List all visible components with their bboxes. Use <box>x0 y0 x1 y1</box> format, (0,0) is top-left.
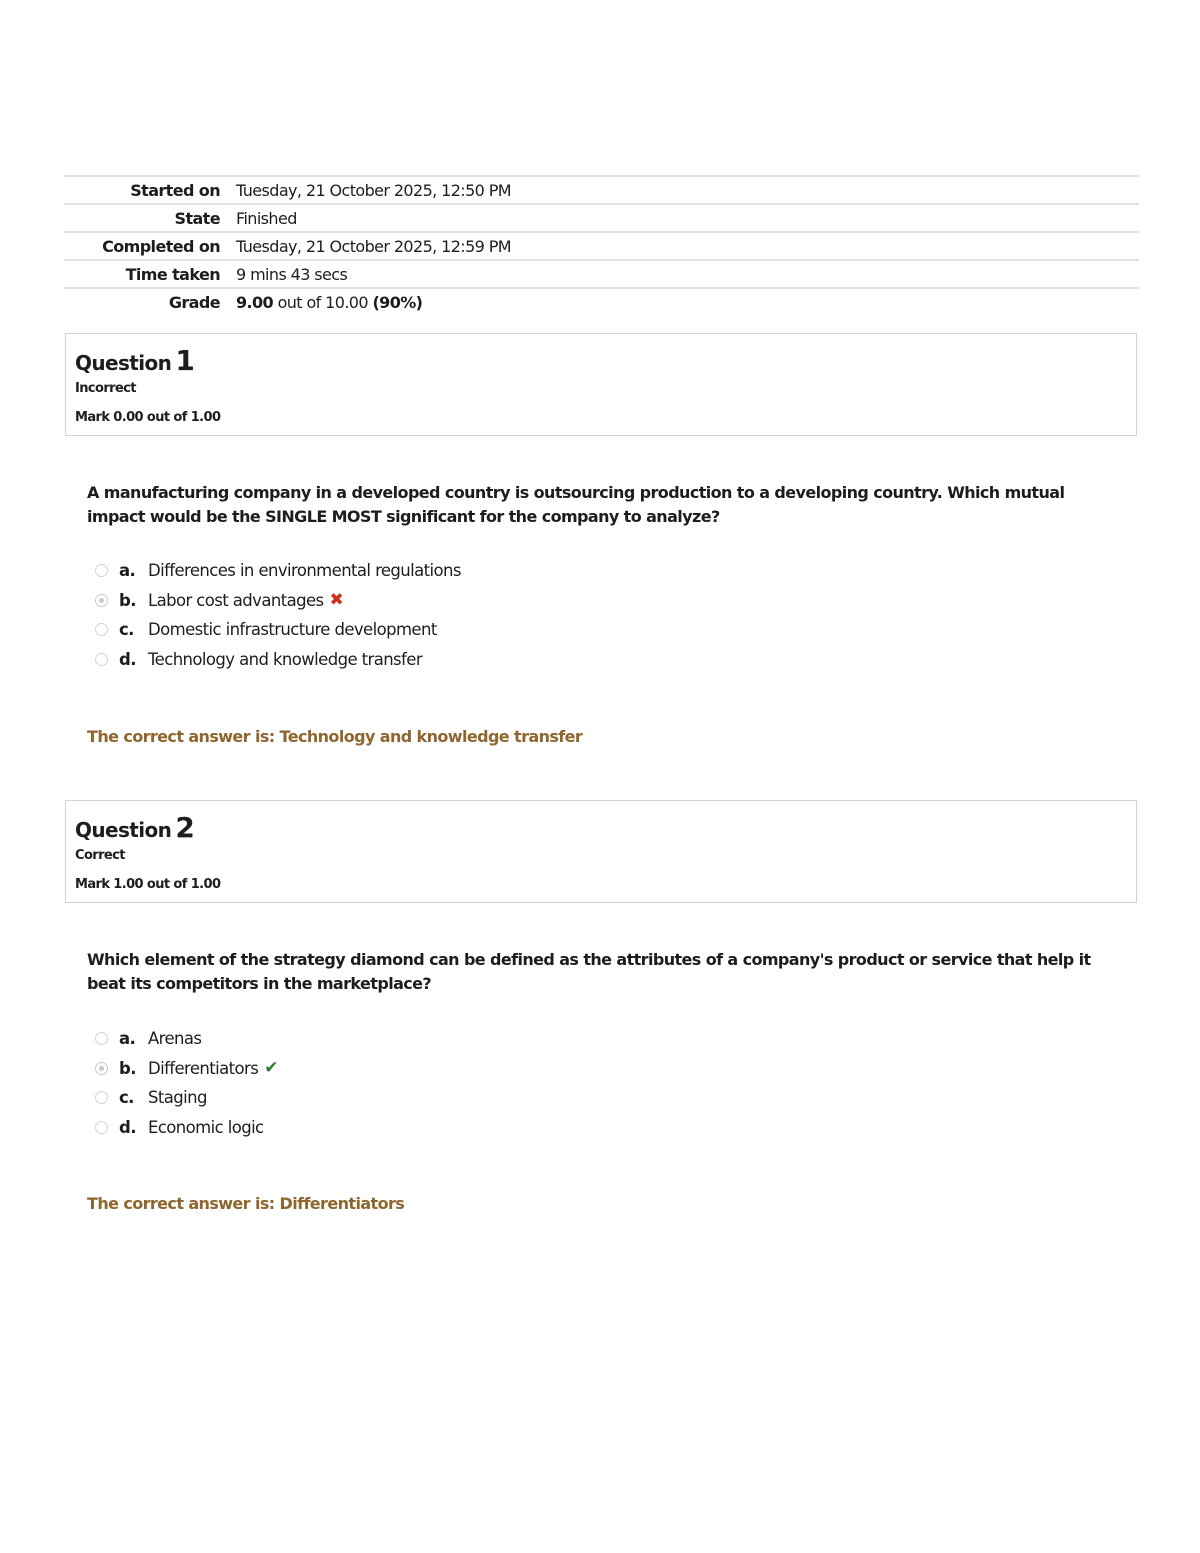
summary-label: Time taken <box>64 260 236 288</box>
radio-button[interactable] <box>95 1121 108 1134</box>
radio-button[interactable] <box>95 623 108 636</box>
summary-row-grade <box>64 288 1139 315</box>
answer-text: Labor cost advantages <box>148 590 324 610</box>
question-2-text: Which element of the strategy diamond can be defined as the attributes of a company's product or service that help it beat its competitors in the marketplace? <box>87 950 1091 993</box>
question-label: Question <box>75 818 172 842</box>
answer-text: Differentiators <box>148 1058 259 1078</box>
grade-percent: (90%) <box>372 292 423 312</box>
summary-label: Completed on <box>64 232 236 260</box>
answer-option[interactable] <box>95 586 461 616</box>
answer-letter: b. <box>119 1058 136 1078</box>
question-2-info-box <box>65 800 1137 903</box>
answer-letter: c. <box>119 1088 134 1108</box>
question-number: 1 <box>175 344 195 377</box>
summary-row-started <box>64 176 1139 204</box>
question-state: Incorrect <box>75 381 136 396</box>
radio-button[interactable] <box>95 653 108 666</box>
answer-text: Technology and knowledge transfer <box>148 649 423 669</box>
summary-value: 9 mins 43 secs <box>236 260 1139 288</box>
question-number: 2 <box>175 811 195 844</box>
question-heading <box>75 344 194 377</box>
answer-text: Domestic infrastructure development <box>148 620 437 640</box>
answer-text: Economic logic <box>148 1117 264 1137</box>
answer-option[interactable] <box>95 615 461 645</box>
summary-row-time-taken <box>64 260 1139 288</box>
question-1-right-answer: The correct answer is: Technology and knowledge transfer <box>87 727 583 746</box>
question-mark: Mark 1.00 out of 1.00 <box>75 877 221 892</box>
question-label: Question <box>75 351 172 375</box>
answer-option[interactable] <box>95 1113 278 1143</box>
answer-option[interactable] <box>95 645 461 675</box>
answer-option[interactable] <box>95 1024 278 1054</box>
grade-score: 9.00 <box>236 292 274 312</box>
summary-label: Started on <box>64 176 236 204</box>
summary-value: Tuesday, 21 October 2025, 12:59 PM <box>236 232 1139 260</box>
answer-letter: b. <box>119 590 136 610</box>
answer-letter: d. <box>119 1117 136 1137</box>
summary-row-state <box>64 204 1139 232</box>
summary-label: Grade <box>168 292 220 312</box>
answer-letter: a. <box>119 1029 136 1049</box>
incorrect-cross-icon: ✖ <box>329 590 344 611</box>
question-2-answers <box>95 1024 278 1142</box>
answer-option[interactable] <box>95 1083 278 1113</box>
answer-text: Differences in environmental regulations <box>148 561 461 581</box>
attempt-summary-table <box>64 175 1139 315</box>
question-mark: Mark 0.00 out of 1.00 <box>75 410 221 425</box>
answer-text: Staging <box>148 1088 207 1108</box>
correct-check-icon: ✔ <box>264 1058 278 1079</box>
radio-button[interactable] <box>95 1032 108 1045</box>
question-1-answers <box>95 556 461 674</box>
answer-option[interactable] <box>95 556 461 586</box>
radio-button-selected[interactable] <box>95 1062 108 1075</box>
question-state: Correct <box>75 848 125 863</box>
radio-button[interactable] <box>95 1091 108 1104</box>
summary-value: Finished <box>236 204 1139 232</box>
grade-value <box>236 288 1139 315</box>
grade-out-of: out of 10.00 <box>273 292 373 312</box>
question-2-right-answer: The correct answer is: Differentiators <box>87 1194 405 1213</box>
radio-button[interactable] <box>95 564 108 577</box>
radio-button-selected[interactable] <box>95 594 108 607</box>
answer-letter: a. <box>119 561 136 581</box>
answer-text: Arenas <box>148 1029 202 1049</box>
answer-letter: c. <box>119 620 134 640</box>
summary-label: State <box>64 204 236 232</box>
answer-letter: d. <box>119 649 136 669</box>
question-1-text: A manufacturing company in a developed country is outsourcing production to a developing country. Which mutual impact would be the SINGLE MOST significant for the company to analyze? <box>87 483 1065 526</box>
summary-row-completed <box>64 232 1139 260</box>
question-heading <box>75 811 194 844</box>
summary-value: Tuesday, 21 October 2025, 12:50 PM <box>236 176 1139 204</box>
question-1-info-box <box>65 333 1137 436</box>
answer-option[interactable] <box>95 1054 278 1084</box>
